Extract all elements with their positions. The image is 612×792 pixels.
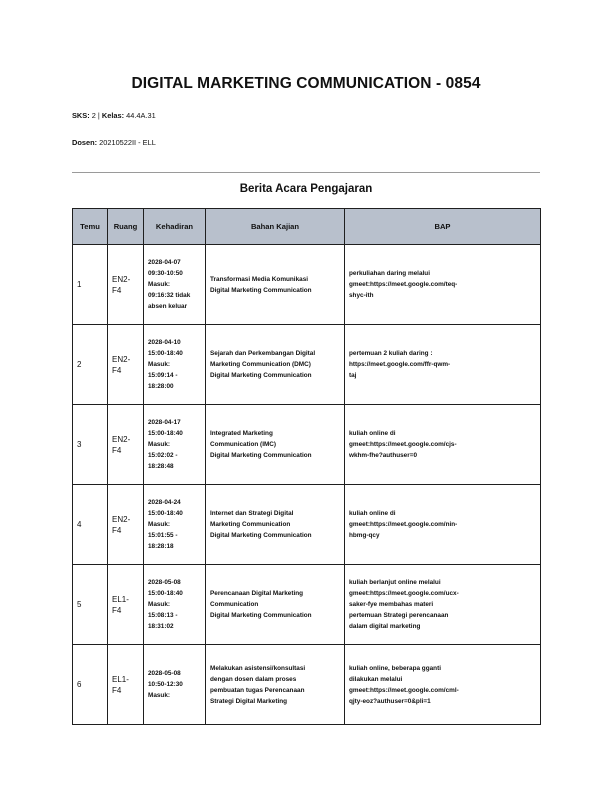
cell-bap: perkuliahan daring melalui gmeet:https://meet.google.com/teq- shyc-ith xyxy=(345,245,541,325)
table-row xyxy=(73,485,541,565)
cell-ruang: EL1- F4 xyxy=(108,645,144,725)
course-info-line xyxy=(72,111,156,120)
table-row xyxy=(73,325,541,405)
cell-bahan-kajian: Internet dan Strategi Digital Marketing Communication Digital Marketing Communication xyxy=(206,485,345,565)
kelas-label: Kelas: xyxy=(101,111,125,120)
meta-separator: | xyxy=(97,111,100,120)
cell-bap: kuliah online, beberapa gganti dilakukan melalui gmeet:https://meet.google.com/cml- qjty-eoz?authuser=0&pli=1 xyxy=(345,645,541,725)
cell-kehadiran: 2028-05-08 15:00-18:40 Masuk: 15:08:13 - 18:31:02 xyxy=(144,565,206,645)
table-row xyxy=(73,245,541,325)
cell-bap: kuliah berlanjut online melalui gmeet:https://meet.google.com/ucx- saker-fye membahas materi pertemuan Strategi perencanaan dalam digital marketing xyxy=(345,565,541,645)
table-header-row xyxy=(73,209,541,245)
cell-bap: kuliah online di gmeet:https://meet.google.com/cjs- wkhm-fhe?authuser=0 xyxy=(345,405,541,485)
cell-bap: kuliah online di gmeet:https://meet.google.com/nin- hbmg-qcy xyxy=(345,485,541,565)
sks-label: SKS: xyxy=(72,111,90,120)
cell-kehadiran: 2028-04-10 15:00-18:40 Masuk: 15:09:14 - 18:28:00 xyxy=(144,325,206,405)
cell-bap: pertemuan 2 kuliah daring : https://meet.google.com/ffr-qwm- taj xyxy=(345,325,541,405)
sks-value: 2 xyxy=(91,111,96,120)
cell-temu: 4 xyxy=(73,485,108,565)
dosen-value: 20210522II - ELL xyxy=(99,138,156,147)
cell-kehadiran: 2028-05-08 10:50-12:30 Masuk: xyxy=(144,645,206,725)
cell-ruang: EN2- F4 xyxy=(108,245,144,325)
section-title: Berita Acara Pengajaran xyxy=(239,183,373,195)
document-title: DIGITAL MARKETING COMMUNICATION - 0854 xyxy=(131,75,481,92)
cell-ruang: EN2- F4 xyxy=(108,485,144,565)
cell-temu: 3 xyxy=(73,405,108,485)
kelas-value: 44.4A.31 xyxy=(126,111,156,120)
cell-temu: 1 xyxy=(73,245,108,325)
table-row xyxy=(73,565,541,645)
cell-ruang: EN2- F4 xyxy=(108,405,144,485)
table-row xyxy=(73,645,541,725)
table-row xyxy=(73,405,541,485)
cell-kehadiran: 2028-04-17 15:00-18:40 Masuk: 15:02:02 - 18:28:48 xyxy=(144,405,206,485)
teaching-report-table xyxy=(72,208,541,725)
cell-temu: 6 xyxy=(73,645,108,725)
cell-ruang: EL1- F4 xyxy=(108,565,144,645)
divider xyxy=(72,172,540,173)
dosen-label: Dosen: xyxy=(72,138,98,147)
cell-bahan-kajian: Sejarah dan Perkembangan Digital Marketing Communication (DMC) Digital Marketing Communication xyxy=(206,325,345,405)
cell-kehadiran: 2028-04-24 15:00-18:40 Masuk: 15:01:55 - 18:28:18 xyxy=(144,485,206,565)
header-bap: BAP xyxy=(345,209,541,245)
header-ruang: Ruang xyxy=(108,209,144,245)
lecturer-info-line xyxy=(72,138,156,147)
cell-temu: 5 xyxy=(73,565,108,645)
cell-kehadiran: 2028-04-07 09:30-10:50 Masuk: 09:16:32 tidak absen keluar xyxy=(144,245,206,325)
cell-bahan-kajian: Melakukan asistensi/konsultasi dengan dosen dalam proses pembuatan tugas Perencanaan Strategi Digital Marketing xyxy=(206,645,345,725)
cell-temu: 2 xyxy=(73,325,108,405)
cell-ruang: EN2- F4 xyxy=(108,325,144,405)
cell-bahan-kajian: Integrated Marketing Communication (IMC) Digital Marketing Communication xyxy=(206,405,345,485)
header-temu: Temu xyxy=(73,209,108,245)
cell-bahan-kajian: Perencanaan Digital Marketing Communication Digital Marketing Communication xyxy=(206,565,345,645)
header-kehadiran: Kehadiran xyxy=(144,209,206,245)
header-bahan-kajian: Bahan Kajian xyxy=(206,209,345,245)
cell-bahan-kajian: Transformasi Media Komunikasi Digital Marketing Communication xyxy=(206,245,345,325)
